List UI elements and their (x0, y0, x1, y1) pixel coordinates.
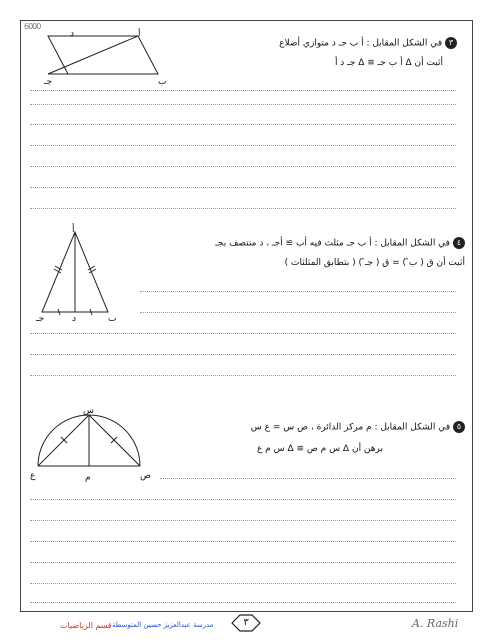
label-c: جـ (36, 314, 45, 322)
answer-line (140, 312, 456, 313)
answer-line (30, 333, 456, 334)
q3-line2: أثبت أن Δ أ ب جـ ≅ Δ جـ د أ (334, 58, 443, 68)
semicircle-figure (26, 404, 152, 486)
answer-line (30, 541, 456, 542)
label-a: أ (72, 225, 75, 235)
answer-line (30, 520, 456, 521)
q4-line2: أثبت أن ق ( ب̂ ) = ق ( جـ̂ ) ( بتطابق المثلثات ) (284, 258, 465, 268)
q4-number: ٤ (453, 237, 465, 249)
answer-line (30, 124, 456, 125)
label-a: أ (138, 29, 141, 39)
answer-line (30, 145, 456, 146)
answer-line (30, 208, 456, 209)
isosceles-triangle-figure (32, 222, 128, 322)
q4-line1: ٤في الشكل المقابل : أ ب جـ مثلث فيه أب ≅ أجـ ، د منتصف بجـ (215, 237, 465, 249)
label-b: ب (158, 77, 167, 87)
q3-number: ٣ (445, 37, 457, 49)
label-m: م (85, 473, 91, 483)
answer-line (30, 354, 456, 355)
corner-mark: 6000 (24, 22, 41, 31)
answer-line (30, 375, 456, 376)
page-number: ٣ (243, 617, 249, 628)
answer-line (30, 187, 456, 188)
parallelogram-figure (30, 28, 180, 88)
answer-line (140, 291, 456, 292)
answer-line (160, 478, 456, 479)
label-d: د (70, 29, 75, 39)
answer-line (30, 562, 456, 563)
label-sad: ص (140, 471, 151, 481)
signature: A. Rashi (412, 617, 459, 630)
label-c: جـ (44, 77, 53, 87)
label-s: س (83, 406, 94, 416)
department-label: قسم الرياضيات (60, 621, 112, 630)
q5-number: ٥ (453, 421, 465, 433)
answer-line (30, 499, 456, 500)
school-name: مدرسة عبدالعزيز حسين المتوسطة (112, 621, 214, 629)
label-d: د (72, 314, 77, 322)
answer-line (30, 104, 456, 105)
q3-line1: ٣في الشكل المقابل : أ ب جـ د متوازي أضلاع (279, 37, 457, 49)
answer-line (30, 583, 456, 584)
page-number-badge (226, 612, 266, 634)
answer-line (30, 602, 456, 603)
answer-line (30, 90, 456, 91)
q5-line1: ٥في الشكل المقابل : م مركز الدائرة ، ص س = ع س (251, 421, 465, 433)
q5-line2: برهن أن Δ س م ص ≅ Δ س م ع (256, 444, 383, 454)
answer-line (30, 166, 456, 167)
label-ain: ع (30, 471, 36, 481)
label-b: ب (108, 314, 117, 322)
